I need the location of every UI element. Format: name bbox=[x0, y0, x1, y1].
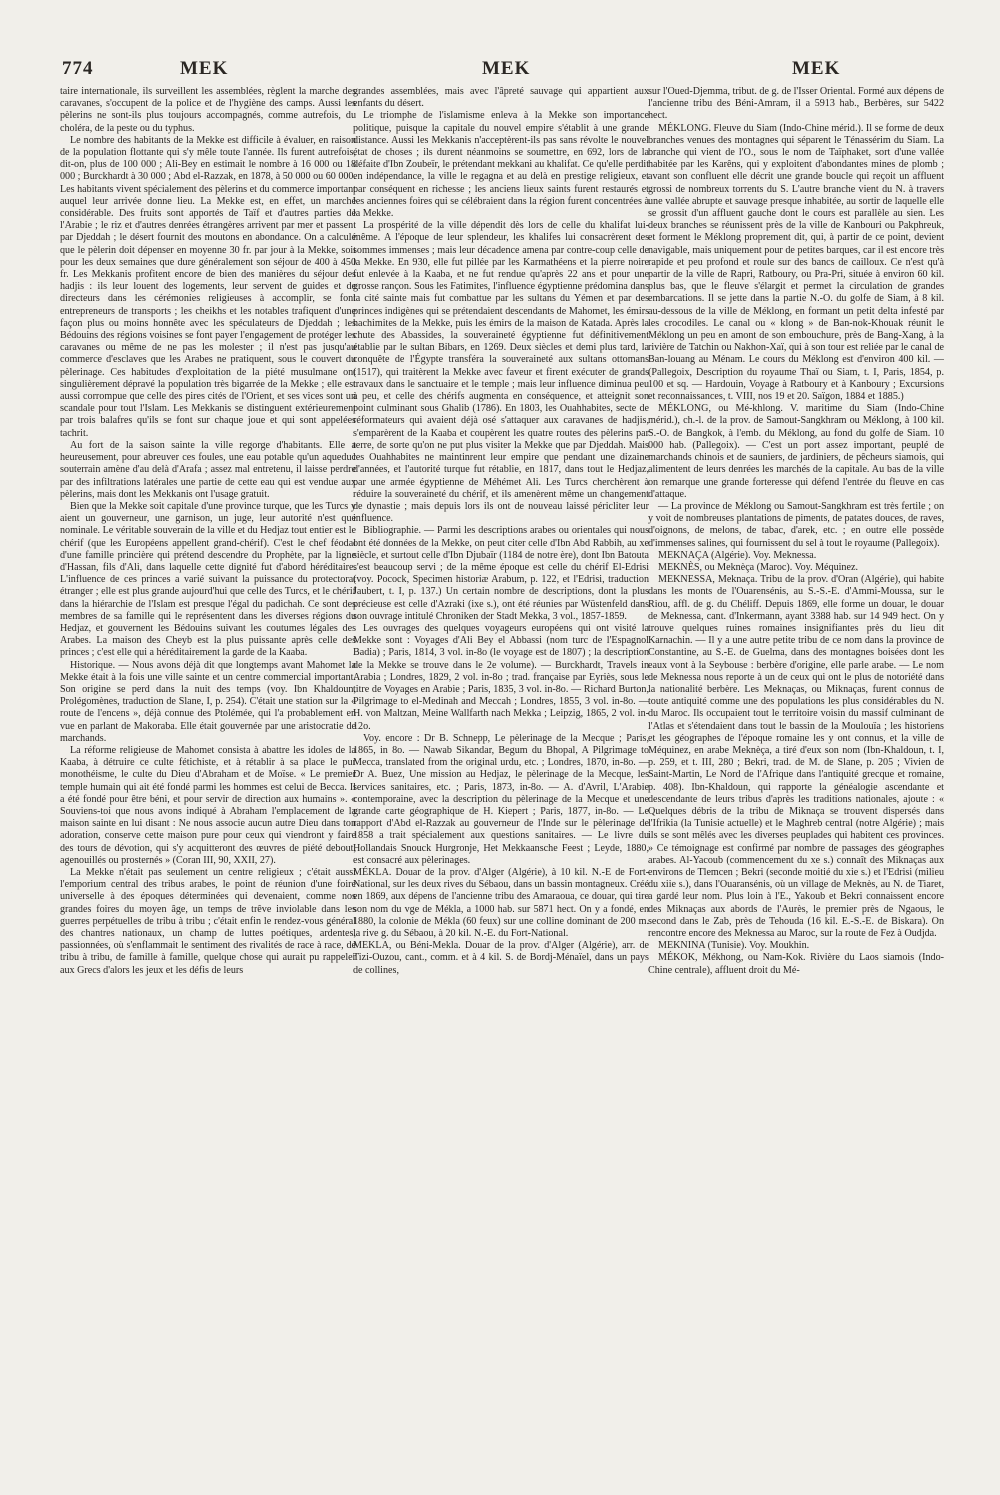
paragraph: Le nombre des habitants de la Mekke est difficile à évaluer, en raison de la population flottante qui s'y mêle toute l'année. Ils furent autrefois, dit-on, plus de 100 000 ; Ali-Bey en estimait le nombre à 16 000 ou 18 000 ; Burckhardt à 30 000 ; Abd el-Razzak, en 1878, à 50 000 ou 60 000. Les habitants vivent spécialement des pèlerins et du commerce important auquel leur arrivée donne lieu. La Mekke est, en effet, un marché considérable. Des fruits sont apportés de Taïf et d'autres parties de l'Arabie ; le riz et d'autres denrées étrangères arrivent par mer et passent par Djeddah ; le désert fournit des moutons en abondance. On a calculé que le pèlerin doit dépenser en moyenne 30 fr. par jour à la Mekke, soit pour les deux semaines que dure généralement son séjour de 400 à 450 fr. Les Mekkanis profitent encore de bien des manières du séjour des hadjis : ils leur louent des logements, leur servent de guides et de directeurs dans les cérémonies religieuses à accomplir, se font entrepreneurs de transports ; les cheikhs et les notables trafiquent d'une façon plus ou moins honnête avec les spéculateurs de Djeddah ; les Bédouins des régions voisines se font payer l'engagement de protéger les caravanes ou même de ne pas les molester ; il n'est pas jusqu'au commerce d'esclaves que les Arabes ne pratiquent, sous le couvert du pèlerinage. Ces habitudes d'exploitation de la piété musulmane ont singulièrement dépravé la population très bigarrée de la Mekke ; elle est aussi corrompue que celle des pires cités de l'Orient, et ses vices sont un scandale pour tout l'Islam. Les Mekkanis se distinguent extérieurement par trois balafres qu'ils se font sur chaque joue et qui sont appelées tachrit. bbox=[60, 134, 356, 439]
paragraph: Au fort de la saison sainte la ville regorge d'habitants. Elle a heureusement, pour abreuver ces foules, une eau potable qu'un aqueduc souterrain amène d'au delà d'Arafa ; assez mal entretenu, il laisse perdre par des infiltrations latérales une partie de cette eau qui est vendue aux pèlerins, mais dont les Mekkanis ont l'usage gratuit. bbox=[60, 439, 356, 500]
entry-meklong-fleuve: MÉKLONG. Fleuve du Siam (Indo-Chine mérid.). Il se forme de deux branches venues des montagnes qui séparent le Ténassérim du Siam. La branche qui vient de l'O., sous le nom de Taïphaket, sort d'une vallée habitée par les Karêns, qui y exploitent d'abondantes mines de plomb ; avant son confluent elle décrit une grande boucle qui reçoit un affluent grossi de nombreux torrents du S. L'autre branche vient du N. à travers une vallée abrupte et sauvage presque inhabitée, au sortir de laquelle elle se grossit d'un affluent gauche dont le cours est parallèle au sien. Les deux branches se réunissent près de la ville de Kanbouri ou Pakphreuk, et forment le Méklong proprement dit, qui, à partir de ce point, devient navigable, mais uniquement pour de petites barques, car il est encore très rapide et peu profond et roule sur des bancs de cailloux. Ce n'est qu'à partir de la ville de Rapri, Ratboury, ou Pra-Pri, située à environ 60 kil. plus bas, que le fleuve s'élargit et permet la circulation de grandes embarcations. Il se jette dans la partie N.-O. du golfe de Siam, à 8 kil. au-dessous de la ville de Méklong, en formant un petit delta infesté par les crocodiles. Le canal ou « klong » de Ban-nok-Khouak réunit le Méklong un peu en amont de son embouchure, près de Bang-Xang, à la rivière de Tatchin ou Nakhon-Xaï, qui à son tour est reliée par le canal de Ban-louang au Ménam. Le cours du Méklong est d'environ 400 kil. — (Pallegoix, Description du royaume Thaï ou Siam, t. I, Paris, 1854, p. 100 et sq. — Hardouin, Voyage à Ratboury et à Kanboury ; Excursions et reconnaissances, t. VIII, nos 19 et 20. Saïgon, 1884 et 1885.) bbox=[648, 122, 944, 403]
entry-meknes: MEKNÈS, ou Meknèça (Maroc). Voy. Méquinez. bbox=[658, 561, 858, 573]
entry-meknaca: MEKNAÇA (Algérie). Voy. Meknessa. bbox=[658, 549, 817, 561]
paragraph: Les ouvrages des quelques voyageurs européens qui ont visité la Mekke sont : Voyages d'Ali Bey el Abbassi (nom turc de l'Espagnol Badia) ; Paris, 1814, 3 vol. in-8o (le voyage est de 1807) ; la description de la Mekke se trouve dans le 2e volume). — Burckhardt, Travels in Arabia ; Londres, 1829, 2 vol. in-8o ; trad. française par Eyriès, sous le titre de Voyages en Arabie ; Paris, 1835, 3 vol. in-8o. — Richard Burton, Pilgrimage to el-Medinah and Meccah ; Londres, 1855, 3 vol. in-8o. — H. von Maltzan, Meine Wallfarth nach Mekka ; Leipzig, 1865, 2 vol. in-12o. bbox=[353, 622, 649, 732]
column-right bbox=[648, 86, 944, 1386]
paragraph: Bien que la Mekke soit capitale d'une province turque, que les Turcs y aient un gouverneur, une garnison, un juge, leur autorité n'est que nominale. Le véritable souverain de la ville et du Hedjaz tout entier est le chérif (que les Européens appellent grand-chérif). C'est le chef féodal d'une famille princière qui prétend descendre du Prophète, par la ligne d'Hassan, fils d'Ali, dans laquelle cette dignité fut d'abord héréditaire. L'influence de ces princes a varié suivant la puissance du protectorat étranger ; elle est plus grande aujourd'hui que celle des Turcs, et le chérif dans la hiérarchie de l'Islam est presque l'égal du padichah. Ce sont des membres de sa famille qui le représentent dans les diverses régions du Hedjaz, et gouvernent les Bédouins suivant les coutumes légales des Arabes. La maison des Cheyb est la plus puissante après celle des princes ; c'est elle qui a héréditairement la garde de la Kaaba. bbox=[60, 500, 356, 659]
page-header bbox=[0, 58, 1000, 84]
paragraph: La Mekke n'était pas seulement un centre religieux ; c'était aussi l'emporium central des tribus arabes, le point de réunion d'une foire universelle à des époques déterminées qui devenaient, comme nos grandes foires du moyen âge, un temps de trêve inviolable dans les guerres perpétuelles de tribu à tribu ; c'était enfin le rendez-vous général des chantres nationaux, un champ de luttes poétiques, ardentes, passionnées, où s'enflammait le sentiment des rivalités de race à race, de tribu à tribu, de famille à famille, quelque chose qui aurait pu rappeler aux Grecs d'alors les jeux et les défis de leurs bbox=[60, 867, 356, 976]
page-number: 774 bbox=[62, 58, 94, 79]
paragraph: — La province de Méklong ou Samout-Sangkhram est très fertile ; on y voit de nombreuses plantations de piments, de patates douces, de raves, d'oignons, de melons, de tabac, d'arek, etc. ; en outre elle possède d'immenses salines, qui fournissent du sel à tout le royaume (Pallegoix). bbox=[648, 500, 944, 549]
paragraph: Le triomphe de l'islamisme enleva à la Mekke son importance politique, puisque la capitale du nouvel empire s'établit à une grande distance. Aussi les Mekkanis n'acceptèrent-ils pas sans révolte le nouvel état de choses ; ils durent néanmoins se soumettre, en 692, lors de la défaite d'Ibn Zoubeïr, le prétendant mekkani au khalifat. Ce qu'elle perdit en indépendance, la ville le regagna et au delà en prestige religieux, et par conséquent en richesse ; les anciens lieux saints furent restaurés et les anciennes foires qui se célébraient dans la région furent concentrées à la Mekke. bbox=[353, 110, 649, 220]
paragraph: taire internationale, ils surveillent les assemblées, règlent la marche des caravanes, s'occupent de la police et de l'hygiène des camps. Aussi les pèlerins ne sont-ils plus toujours accompagnés, comme autrefois, du choléra, de la peste ou du typhus. bbox=[60, 86, 356, 134]
entry-meknessa: MEKNESSA, Meknaça. Tribu de la prov. d'Oran (Algérie), qui habite dans les monts de l'Ouarensénis, au S.-S.-E. d'Ammi-Moussa, sur le Riou, affl. de g. du Chéliff. Depuis 1869, elle forme un douar, le douar de Meknessa, cant. d'Inkermann, ayant 3388 hab. sur 14 949 hect. On y trouve quelques ruines romaines insignifiantes près du lieu dit Karnachin. — Il y a une autre petite tribu de ce nom dans la province de Constantine, au S.-E. de Guelma, dans des montagnes boisées dont les eaux vont à la Seybouse : berbère d'origine, elle parle arabe. — Le nom de Meknessa nous reporte à un de ceux qui ont le plus de notoriété dans la nationalité berbère. Les Meknaças, ou Miknaças, furent connus de toute antiquité comme une des populations les plus considérables du N. du Maroc. Ils occupaient tout le territoire voisin du massif culminant de l'Atlas et s'étendaient dans tout le bassin de la Moulouïa ; les historiens et les géographes de l'époque romaine les y ont connus, et la ville de Méquinez, en arabe Meknèça, a tiré d'eux son nom (Ibn-Khaldoun, t. I, p. 259, et t. III, 280 ; Bekri, trad. de M. de Slane, p. 205 ; Vivien de Saint-Martin, Le Nord de l'Afrique dans l'antiquité grecque et romaine, p. 408). Ibn-Khaldoun, qui rapporte la généalogie ascendante et descendante de leurs tribus d'après les traditions nationales, ajoute : « Quelques débris de la tribu de Miknaça se trouvent dispersés dans l'Ifrikia (la Tunisie actuelle) et le Maghreb central (notre Algérie) ; mais ils se sont mêlés avec les diverses peuplades qui habitent ces provinces. » Ce témoignage est confirmé par nombre de passages des géographes arabes. Al-Yacoub (commencement du xe s.) connaît des Miknaças aux environs de Tlemcen ; Bekri (seconde moitié du xie s.) et l'Edrisi (milieu du xiie s.), dans l'Ouaransénis, où un village de Meknès, au N. de Tiaret, a gardé leur nom. Plus loin à l'E., Yakoub et Bekri connaissent encore des Miknaças aux abords de l'Aurès, le premier près de Ngaous, le second dans le Zab, près de Tehouda (16 kil. E.-S.-E. de Biskara). On rencontre encore des Meknessa au Maroc, sur la route de Fez à Oudjda. bbox=[648, 574, 944, 940]
running-head-right: MEK bbox=[792, 58, 841, 79]
paragraph: grandes assemblées, mais avec l'âpreté sauvage qui appartient aux enfants du désert. bbox=[353, 86, 649, 110]
column-middle bbox=[353, 86, 649, 1386]
paragraph: La réforme religieuse de Mahomet consista à abattre les idoles de la Kaaba, à détruire ce culte fétichiste, et à rétablir à sa place le pur monothéisme, le culte du Dieu d'Abraham et de Moïse. « Le premier temple humain qui ait été fondé parmi les hommes est celui de Becca. Il a été fondé pour être béni, et pour servir de direction aux humains ». « Souviens-toi que nous avons indiqué à Abraham l'emplacement de la maison sainte en lui disant : Ne nous associe aucun autre Dieu dans ton adoration, conserve cette maison pure pour ceux qui viendront y faire des tours de dévotion, qui s'y acquitteront des œuvres de piété debout, agenouillés ou prosternés » (Coran III, 90, XXII, 27). bbox=[60, 744, 356, 866]
entry-meklong-ville: MÉKLONG, ou Mé-khlong. V. maritime du Siam (Indo-Chine mérid.), ch.-l. de la prov. de Samout-Sangkhram ou Méklong, à 100 kil. S.-O. de Bangkok, à l'emb. du Méklong, au fond du golfe de Siam. 10 000 hab. (Pallegoix). — C'est un port assez important, peuplé de marchands chinois et de sauniers, de jardiniers, de pêcheurs siamois, qui alimentent de leurs denrées les marchés de la capitale. Au bas de la ville on remarque une grande forteresse qui défend l'entrée du fleuve en cas d'attaque. bbox=[648, 403, 944, 500]
paragraph: La prospérité de la ville dépendit dès lors de celle du khalifat lui-même. A l'époque de leur splendeur, les khalifes lui consacrèrent des sommes immenses ; mais leur décadence amena par contre-coup celle de la Mekke. En 930, elle fut pillée par les Karmathéens et la pierre noire fut enlevée à la Kaaba, et ne fut rendue qu'après 22 ans et pour une grosse rançon. Sous les Fatimites, l'influence égyptienne prédomina dans la cité sainte mais fut combattue par les sultans du Yémen et par des princes indigènes qui se prétendaient descendants de Mahomet, les émirs hachimites de la Mekke, puis les émirs de la maison de Katada. Après la chute des Abassides, la souveraineté égyptienne fut définitivement établie par le sultan Bibars, en 1269. Deux siècles et demi plus tard, la conquête de l'Égypte transféra la souveraineté aux sultans ottomans (1517), qui traitèrent la Mekke avec faveur et firent exécuter de grands travaux dans le sanctuaire et le temple ; mais leur influence diminua peu à peu, et celle des chérifs augmenta en conséquence, et atteignit son point culminant sous Ghalib (1786). En 1803, les Ouahhabites, secte de réformateurs qui avaient déjà osé s'attaquer aux caravanes de hadjis, s'emparèrent de la Kaaba et coupèrent les quatre routes des pèlerins par terre, de sorte qu'on ne put plus visiter la Mekke que par Djeddah. Mais les Ouahhabites ne maintinrent leur empire que pendant une dizaine d'années, et l'autorité turque fut rétablie, en 1817, dans tout le Hedjaz, par une armée égyptienne de Méhémet Ali. Les Turcs cherchèrent à réduire la souveraineté du chérif, et ils amenèrent même un changement de dynastie ; mais depuis lors ils ont de nouveau laissé péricliter leur influence. bbox=[353, 220, 649, 525]
entry-mekla-douar: MÉKLA. Douar de la prov. d'Alger (Algérie), à 10 kil. N.-E de Fort-National, sur les deux rives du Sébaou, dans un bassin montagneux. Créé en 1869, aux dépens de l'ancienne tribu des Amaraoua, ce douar, qui tire son nom du vge de Mékla, a 1000 hab. sur 5871 hect. On y a fondé, en 1880, la colonie de Mékla (60 feux) sur une colline dominant de 200 m. la rive g. du Sébaou, à 20 kil. N.-E. du Fort-National. bbox=[353, 867, 649, 940]
running-head-center: MEK bbox=[482, 58, 531, 79]
column-left bbox=[60, 86, 356, 1386]
running-head-left: MEK bbox=[180, 58, 229, 79]
paragraph: Historique. — Nous avons déjà dit que longtemps avant Mahomet la Mekke était à la fois une ville sainte et un centre commercial important. Son origine se perd dans la nuit des temps (voy. Ibn Khaldoun, Prolégomènes, traduction de Slane, I, p. 254). C'était une station sur la « route de l'encens », déjà connue des Ptolémée, qui l'a probablement en vue en parlant de Makoraba. Elle était gouvernée par une aristocratie de marchands. bbox=[60, 659, 356, 744]
entry-mekok: MÉKOK, Mékhong, ou Nam-Kok. Rivière du Laos siamois (Indo-Chine centrale), affluent droit du Mé- bbox=[648, 952, 944, 976]
paragraph: Voy. encore : Dr B. Schnepp, Le pèlerinage de la Mecque ; Paris, 1865, in 8o. — Nawab Sikandar, Begum du Bhopal, A Pilgrimage to Mecca, translated from the original urdu, etc. ; Londres, 1870, in-8o. — Dr A. Buez, Une mission au Hedjaz, le pèlerinage de la Mecque, les services sanitaires, etc. ; Paris, 1873, in-8o. — A. d'Avril, L'Arabie contemporaine, avec la description du pèlerinage de la Mecque et une grande carte géographique de H. Kiepert ; Paris, 1877, in-8o. — Le rapport d'Abd el-Razzak au gouverneur de l'Inde sur le pèlerinage de 1858 a trait spécialement aux questions sanitaires. — Le livre du Hollandais Snouck Hurgronje, Het Mekkaansche Feest ; Leyde, 1880, est consacré aux pèlerinages. bbox=[353, 732, 649, 866]
paragraph: Bibliographie. — Parmi les descriptions arabes ou orientales qui nous ont été données de la Mekke, on peut citer celle d'Ibn Abd Rabbih, au xe siècle, et surtout celle d'Ibn Djubaïr (1184 de notre ère), dont Ibn Batouta s'est beaucoup servi ; de la même époque est celle du chérif El-Edrisi (voy. Pocock, Specimen historiæ Arabum, p. 122, et l'Edrisi, traduction Jaubert, t. I, p. 137.) Un certain nombre de descriptions, dont la plus précieuse est celle d'Azraki (ixe s.), ont été réunies par Wüstenfeld dans son ouvrage intitulé Chroniken der Stadt Mekka, 3 vol., 1857-1859. bbox=[353, 525, 649, 622]
entry-meknina: MEKNINA (Tunisie). Voy. Moukhin. bbox=[658, 940, 810, 952]
paragraph: sur l'Oued-Djemma, tribut. de g. de l'Isser Oriental. Formé aux dépens de l'ancienne tribu des Béni-Amram, il a 5913 hab., Berbères, sur 5422 hect. bbox=[648, 86, 944, 122]
entry-mekla-beni-mekla: MEKLA, ou Béni-Mekla. Douar de la prov. d'Alger (Algérie), arr. de Tizi-Ouzou, cant., comm. et à 4 kil. S. de Bordj-Ménaïel, dans un pays de collines, bbox=[353, 940, 649, 976]
